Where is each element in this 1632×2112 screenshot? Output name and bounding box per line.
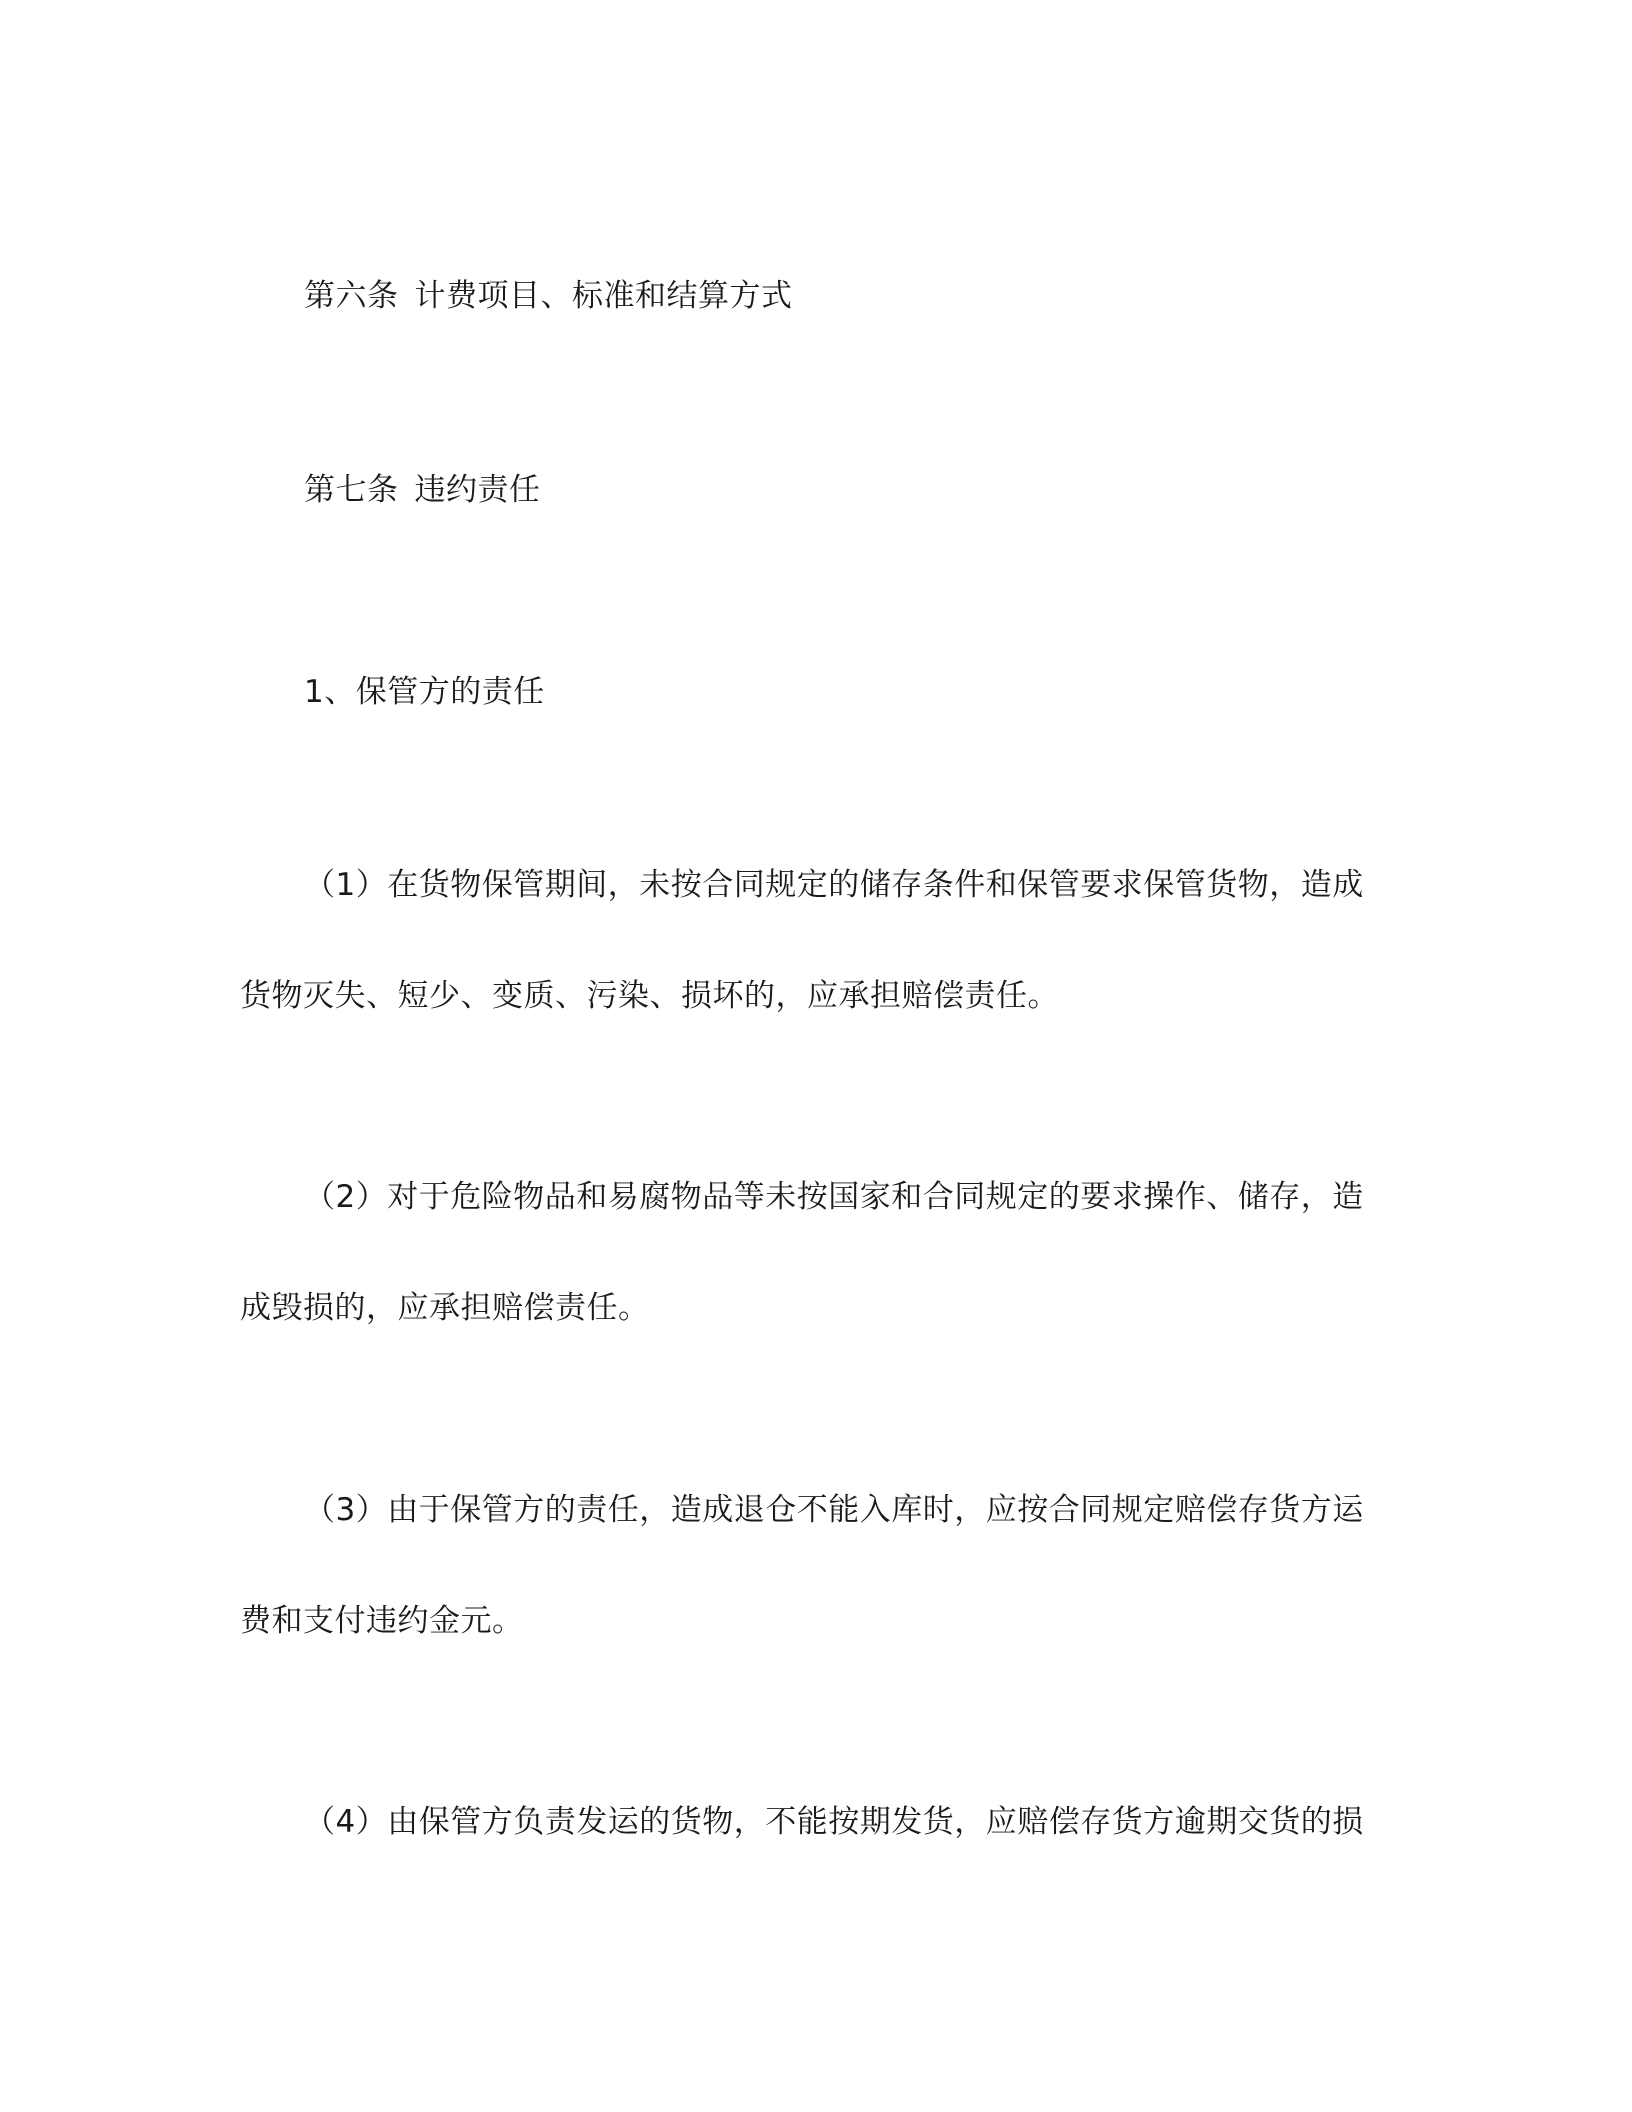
article-6-heading (304, 276, 793, 316)
article-6-number: 第六条 (304, 278, 399, 314)
article-6-title: 计费项目、标准和结算方式 (414, 278, 793, 314)
item-2-line-1: （2）对于危险物品和易腐物品等未按国家和合同规定的要求操作、储存，造 (304, 1179, 1364, 1215)
item-3-line-1: （3）由于保管方的责任，造成退仓不能入库时，应按合同规定赔偿存货方运 (304, 1492, 1364, 1528)
item-1-line-2: 货物灭失、短少、变质、污染、损坏的，应承担赔偿责任。 (240, 978, 1059, 1014)
item-2-line-2: 成毁损的，应承担赔偿责任。 (240, 1290, 650, 1326)
article-7-heading (304, 470, 541, 510)
article-7-title: 违约责任 (414, 472, 541, 508)
section-1-heading: 1、保管方的责任 (304, 674, 545, 710)
item-4-line-1: （4）由保管方负责发运的货物，不能按期发货，应赔偿存货方逾期交货的损 (304, 1804, 1364, 1840)
item-3-line-2: 费和支付违约金元。 (240, 1603, 524, 1639)
item-1-line-1: （1）在货物保管期间，未按合同规定的储存条件和保管要求保管货物，造成 (304, 867, 1364, 903)
article-7-number: 第七条 (304, 472, 399, 508)
